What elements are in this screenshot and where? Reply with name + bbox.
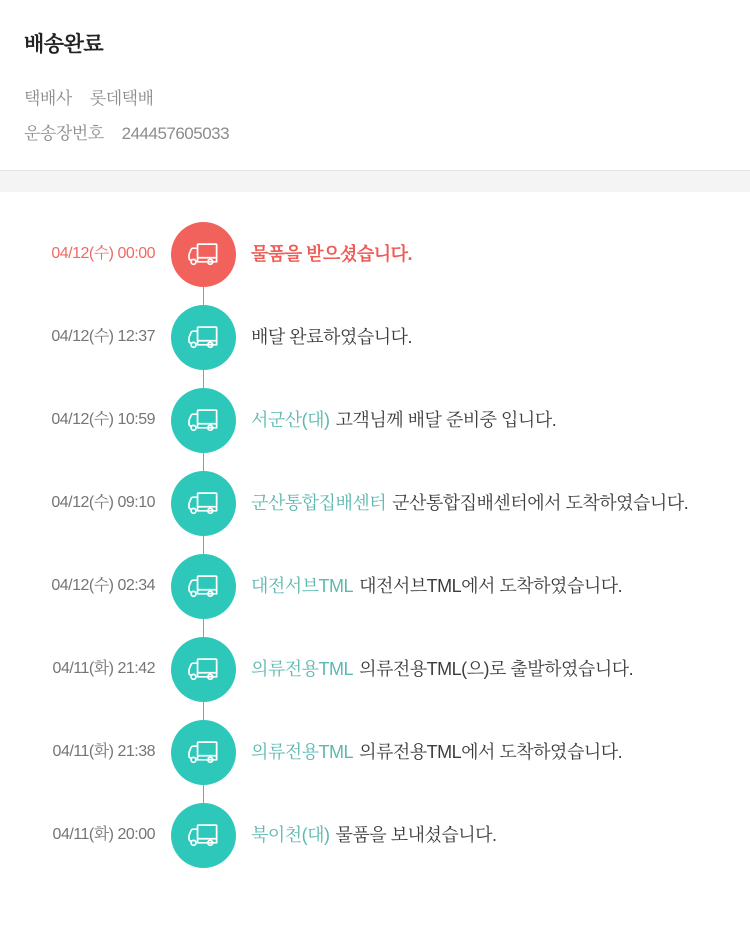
tracking-number-row bbox=[24, 123, 726, 145]
delivery-truck-icon bbox=[183, 484, 223, 524]
event-date: 04/12(수) 02:34 bbox=[51, 577, 155, 594]
delivery-truck-icon bbox=[183, 816, 223, 856]
event-message: 대전서브TML 대전서브TML에서 도착하였습니다. bbox=[251, 576, 623, 596]
delivery-truck-icon bbox=[183, 235, 223, 275]
page-title: 배송완료 bbox=[24, 33, 104, 56]
timeline-event bbox=[0, 628, 750, 711]
delivery-truck-icon bbox=[183, 401, 223, 441]
event-message: 서군산(대) 고객님께 배달 준비중 입니다. bbox=[251, 410, 557, 430]
event-node bbox=[171, 720, 236, 785]
event-location: 북이천(대) bbox=[251, 825, 330, 845]
courier-value: 롯데택배 bbox=[89, 89, 154, 108]
delivery-truck-icon bbox=[183, 733, 223, 773]
shipment-header bbox=[0, 0, 750, 170]
timeline-event bbox=[0, 462, 750, 545]
event-message: 군산통합집배센터 군산통합집배센터에서 도착하였습니다. bbox=[251, 493, 689, 513]
tracking-timeline bbox=[0, 192, 750, 877]
timeline-event bbox=[0, 711, 750, 794]
event-date: 04/11(화) 21:42 bbox=[52, 660, 155, 677]
event-date: 04/12(수) 09:10 bbox=[51, 494, 155, 511]
event-node bbox=[171, 637, 236, 702]
event-node bbox=[171, 803, 236, 868]
event-node bbox=[171, 305, 236, 370]
event-date: 04/12(수) 12:37 bbox=[51, 328, 155, 345]
event-message: 의류전용TML 의류전용TML에서 도착하였습니다. bbox=[251, 742, 623, 762]
timeline-event bbox=[0, 213, 750, 296]
event-node bbox=[171, 554, 236, 619]
event-node bbox=[171, 222, 236, 287]
event-message: 의류전용TML 의류전용TML(으)로 출발하였습니다. bbox=[251, 659, 634, 679]
event-date: 04/11(화) 21:38 bbox=[52, 743, 155, 760]
timeline-event bbox=[0, 379, 750, 462]
event-location: 대전서브TML bbox=[251, 576, 354, 596]
event-node bbox=[171, 388, 236, 453]
event-location: 의류전용TML bbox=[251, 659, 354, 679]
courier-label: 택배사 bbox=[24, 89, 72, 108]
timeline-event bbox=[0, 794, 750, 877]
section-divider bbox=[0, 170, 750, 192]
event-date: 04/12(수) 00:00 bbox=[51, 245, 155, 262]
tracking-number-label: 운송장번호 bbox=[24, 124, 104, 143]
tracking-number-value: 244457605033 bbox=[121, 124, 230, 143]
event-node bbox=[171, 471, 236, 536]
event-date: 04/12(수) 10:59 bbox=[51, 411, 155, 428]
event-date: 04/11(화) 20:00 bbox=[52, 826, 155, 843]
event-message: 물품을 받으셨습니다. bbox=[251, 244, 412, 264]
delivery-truck-icon bbox=[183, 650, 223, 690]
timeline-event bbox=[0, 545, 750, 628]
event-location: 군산통합집배센터 bbox=[251, 493, 387, 513]
delivery-truck-icon bbox=[183, 318, 223, 358]
timeline-event bbox=[0, 296, 750, 379]
event-message: 배달 완료하였습니다. bbox=[251, 327, 412, 347]
delivery-truck-icon bbox=[183, 567, 223, 607]
event-location: 서군산(대) bbox=[251, 410, 330, 430]
event-location: 의류전용TML bbox=[251, 742, 354, 762]
event-message: 북이천(대) 물품을 보내셨습니다. bbox=[251, 825, 497, 845]
courier-row bbox=[24, 88, 726, 110]
